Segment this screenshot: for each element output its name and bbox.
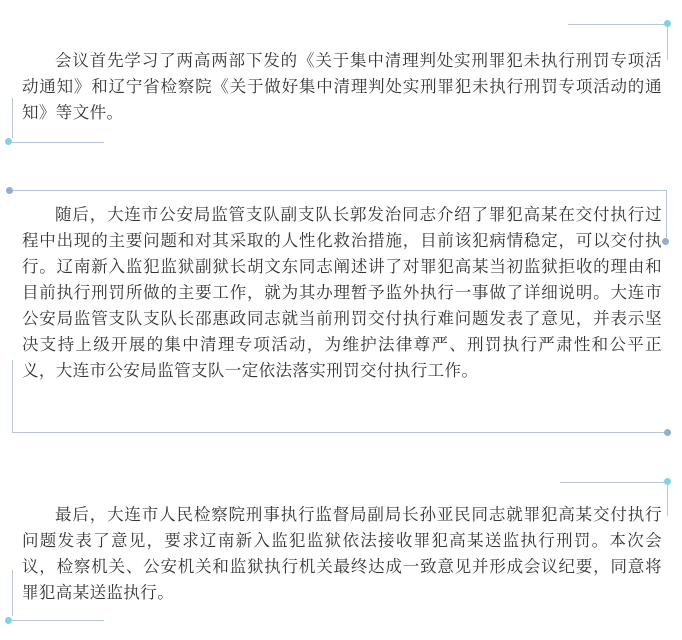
- frame-dot-2: [5, 138, 12, 145]
- paragraph-1: 会议首先学习了两高两部下发的《关于集中清理判处实刑罪犯未执行刑罚专项活动通知》和辽宁省检察院《关于做好集中清理判处实刑罪犯未执行刑罚专项活动的通知》等文件。: [22, 51, 662, 122]
- paragraph-2: 随后，大连市公安局监管支队副支队长郭发治同志介绍了罪犯高某在交付执行过程中出现的主要问题和对其采取的人性化救治措施，目前该犯病情稳定，可以交付执行。辽南新入监犯监狱副狱长胡文东同志阐述讲了对罪犯高某当初监狱拒收的理由和目前执行刑罚所做的主要工作，就为其办理暂予监外执行一事做了详细说明。大连市公安局监管支队支队长邵惠政同志就当前刑罚交付执行难问题发表了意见，并表示坚决支持上级开展的集中清理专项活动，为维护法律尊严、刑罚执行严肃性和公平正义，大连市公安局监管支队一定依法落实刑罚交付执行工作。: [22, 205, 662, 380]
- frame-line-bottom-1: [12, 142, 104, 143]
- paragraph-3: 最后，大连市人民检察院刑事执行监督局副局长孙亚民同志就罪犯高某交付执行问题发表了意见，要求辽南新入监犯监狱依法接收罪犯高某送监执行刑罚。本次会议，检察机关、公安机关和监狱执行机关最终达成一致意见并形成会议纪要，同意将罪犯高某送监执行。: [22, 505, 662, 602]
- frame-line-left-1: [12, 98, 13, 138]
- frame-dot-4: [662, 238, 669, 245]
- frame-dot-1: [664, 20, 671, 27]
- frame-line-right-3: [667, 482, 668, 516]
- frame-dot-7: [5, 617, 12, 624]
- frame-line-top-1: [568, 24, 668, 25]
- frame-line-right-1: [667, 24, 668, 60]
- frame-dot-5: [664, 429, 671, 436]
- frame-line-top-2: [12, 190, 666, 191]
- frame-line-left-3: [12, 570, 13, 616]
- frame-line-top-3: [560, 482, 668, 483]
- frame-dot-3: [6, 187, 13, 194]
- frame-line-left-2: [12, 360, 13, 432]
- frame-line-right-2: [666, 190, 667, 244]
- frame-line-bottom-2: [12, 432, 666, 433]
- frame-line-bottom-3: [12, 620, 104, 621]
